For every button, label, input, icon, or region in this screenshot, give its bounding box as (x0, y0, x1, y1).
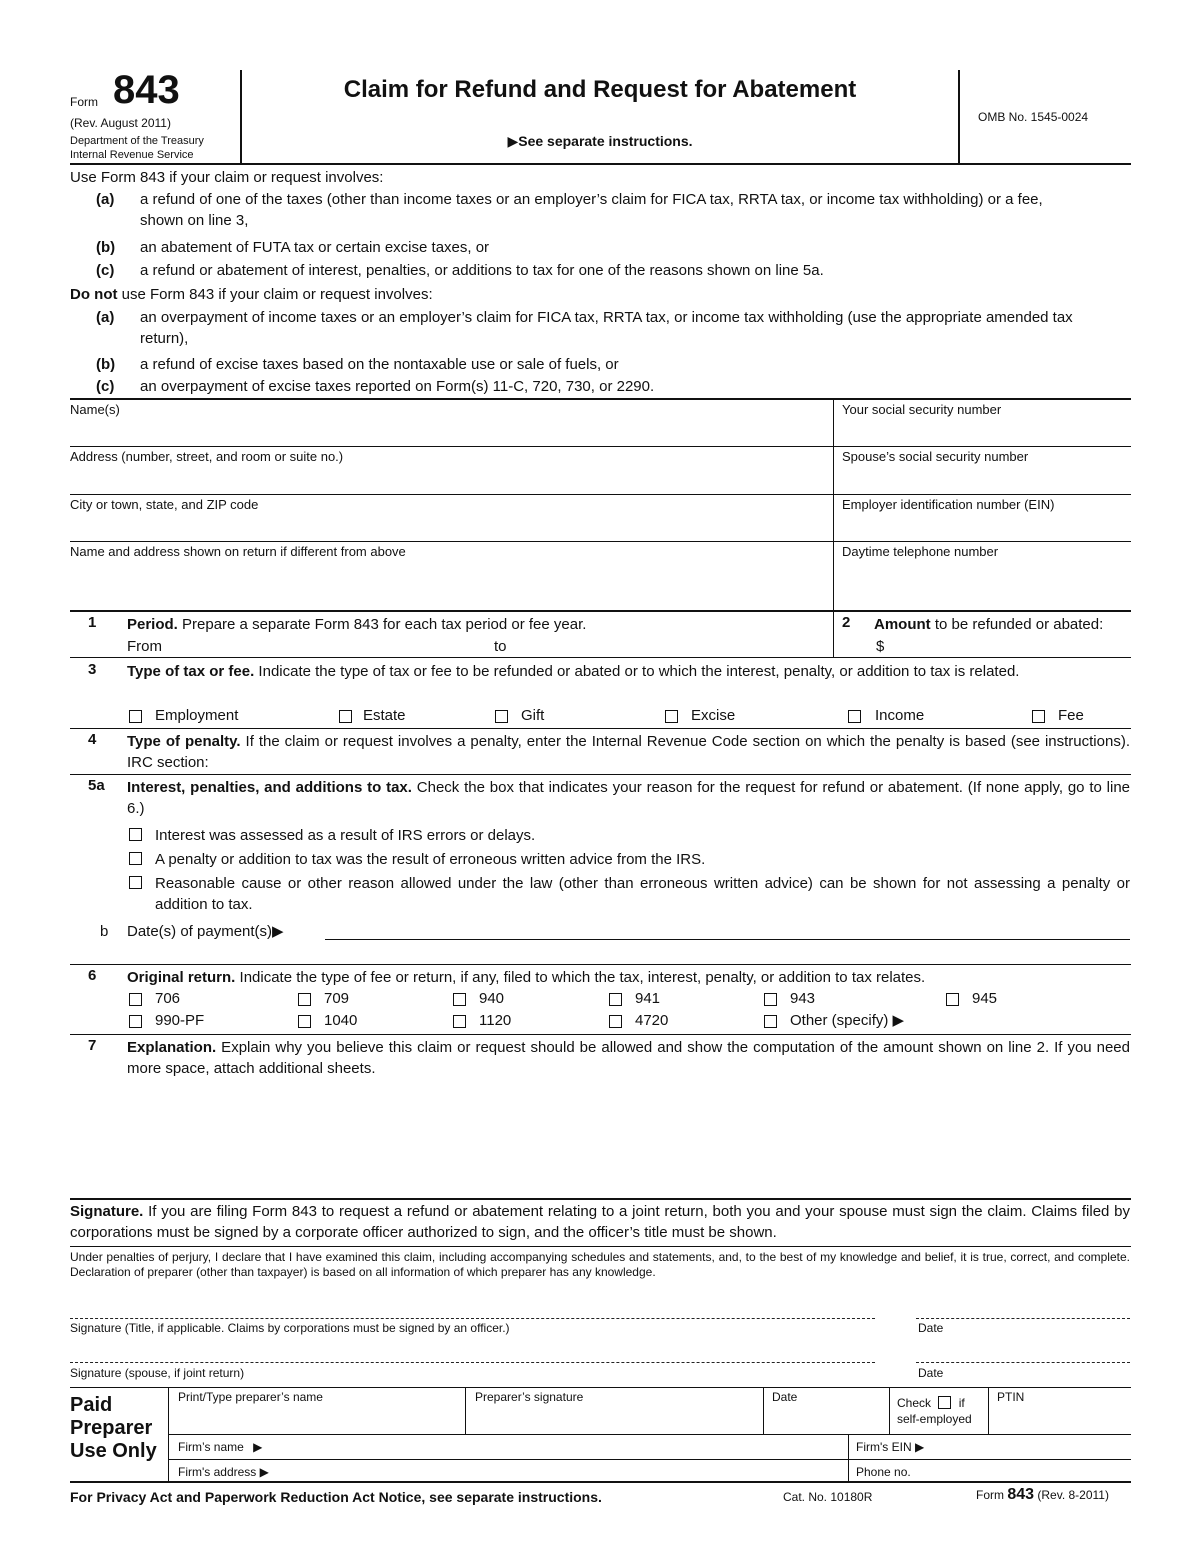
line-number: b (100, 923, 109, 940)
phone-field[interactable]: Daytime telephone number (842, 544, 999, 559)
different-address-field[interactable]: Name and address shown on return if different from above (70, 544, 406, 559)
department: Department of the Treasury (70, 135, 204, 147)
ptin-field[interactable]: PTIN (997, 1390, 1025, 1404)
checkbox-erroneous-advice[interactable] (129, 852, 142, 865)
form-revision: (Rev. August 2011) (70, 116, 171, 130)
firm-ein-field[interactable]: Firm's EIN ▶ (856, 1440, 925, 1454)
option-gift: Gift (521, 707, 545, 724)
line-5a-text: Interest, penalties, and additions to tax. Check the box that indicates your reason for the request for refund or abatement. (If none apply, go to line 6.) (127, 779, 1131, 817)
use-item-letter: (a) (96, 191, 115, 208)
line-7-text: Explanation. Explain why you believe this claim or request should be allowed and show the computation of the amount shown on line 2. If you need more space, attach additional sheets. (127, 1039, 1130, 1077)
option-4720: 4720 (635, 1012, 669, 1029)
donot-item-letter: (c) (96, 378, 115, 395)
checkbox-1040[interactable] (298, 1015, 311, 1028)
checkbox-fee[interactable] (1032, 710, 1045, 723)
line-number: 4 (88, 731, 97, 748)
option-945: 945 (972, 990, 998, 1007)
checkbox-4720[interactable] (609, 1015, 622, 1028)
catalog-number: Cat. No. 10180R (783, 1490, 873, 1504)
date-label: Date (918, 1321, 944, 1335)
option-1040: 1040 (324, 1012, 358, 1029)
use-intro: Use Form 843 if your claim or request involves: (70, 169, 384, 186)
checkbox-income[interactable] (848, 710, 861, 723)
taxpayer-signature-line[interactable] (70, 1318, 875, 1319)
checkbox-other[interactable] (764, 1015, 777, 1028)
names-field[interactable]: Name(s) (70, 402, 120, 417)
checkbox-990pf[interactable] (129, 1015, 142, 1028)
date-label: Date (918, 1366, 944, 1380)
omb-number: OMB No. 1545-0024 (978, 110, 1089, 124)
option-941: 941 (635, 990, 661, 1007)
checkbox-1120[interactable] (453, 1015, 466, 1028)
spouse-signature-label: Signature (spouse, if joint return) (70, 1366, 245, 1380)
checkbox-706[interactable] (129, 993, 142, 1006)
form-word: Form (70, 95, 98, 109)
payment-date-field[interactable] (325, 939, 1130, 940)
option-706: 706 (155, 990, 181, 1007)
option-943: 943 (790, 990, 816, 1007)
donot-item-letter: (b) (96, 356, 116, 373)
arrow-right-icon: ▶ (892, 1012, 905, 1029)
arrow-right-icon: ▶ (253, 1440, 263, 1454)
checkbox-employment[interactable] (129, 710, 142, 723)
ein-field[interactable]: Employer identification number (EIN) (842, 497, 1055, 512)
option-709: 709 (324, 990, 350, 1007)
option-940: 940 (479, 990, 505, 1007)
use-item: a refund or abatement of interest, penalties, or additions to tax for one of the reasons shown on line 5a. (140, 262, 824, 279)
line-number: 7 (88, 1037, 97, 1054)
spouse-ssn-field[interactable]: Spouse’s social security number (842, 449, 1029, 464)
from-field[interactable]: From (127, 638, 162, 655)
option-income: Income (875, 707, 925, 724)
checkbox-estate[interactable] (339, 710, 352, 723)
preparer-date-field[interactable]: Date (772, 1390, 798, 1404)
checkbox-709[interactable] (298, 993, 311, 1006)
line-number: 5a (88, 777, 105, 794)
perjury-statement: Under penalties of perjury, I declare that I have examined this claim, including accompanying schedules and statements, and, to the best of my knowledge and belief, it is true, correct, and complete. Declaration of preparer (other than taxpayer) is based on all information of which preparer has any knowledge. (70, 1250, 1130, 1279)
donot-item: a refund of excise taxes based on the nontaxable use or sale of fuels, or (140, 356, 619, 373)
preparer-name-field[interactable]: Print/Type preparer’s name (178, 1390, 323, 1404)
preparer-signature-field[interactable]: Preparer’s signature (475, 1390, 584, 1404)
option-1120: 1120 (479, 1012, 512, 1029)
firm-address-field[interactable]: Firm's address ▶ (178, 1465, 269, 1479)
amount-field[interactable]: $ (876, 638, 885, 655)
self-employed-checkbox[interactable] (938, 1396, 951, 1409)
arrow-right-icon: ▶ (259, 1465, 269, 1479)
arrow-right-icon: ▶ (507, 133, 519, 149)
option-estate: Estate (363, 707, 406, 724)
privacy-notice: For Privacy Act and Paperwork Reduction Act Notice, see separate instructions. (70, 1489, 602, 1505)
option-irs-errors: Interest was assessed as a result of IRS errors or delays. (155, 827, 536, 844)
address-field[interactable]: Address (number, street, and room or suite no.) (70, 449, 344, 464)
line-number: 6 (88, 967, 97, 984)
line-number: 2 (842, 614, 851, 631)
arrow-right-icon: ▶ (914, 1440, 925, 1454)
agency: Internal Revenue Service (70, 149, 194, 161)
spouse-signature-line[interactable] (70, 1362, 875, 1363)
checkbox-945[interactable] (946, 993, 959, 1006)
firm-phone-field[interactable]: Phone no. (856, 1465, 911, 1479)
option-fee: Fee (1058, 707, 1084, 724)
signature-text: Signature. If you are filing Form 843 to request a refund or abatement relating to a joint return, both you and your spouse must sign the claim. Claims filed by corporations must be signed by a corporate officer authorized to sign, and the officer’s title must be shown. (70, 1203, 1130, 1241)
firm-name-field[interactable]: Firm’s name ▶ (178, 1440, 263, 1454)
checkbox-941[interactable] (609, 993, 622, 1006)
donot-intro: Do not use Form 843 if your claim or request involves: (70, 286, 433, 303)
checkbox-940[interactable] (453, 993, 466, 1006)
use-item: an abatement of FUTA tax or certain excise taxes, or (140, 239, 490, 256)
form-title: Claim for Refund and Request for Abatement (343, 76, 857, 103)
line-5b-text: Date(s) of payment(s)▶ (127, 923, 284, 940)
option-employment: Employment (155, 707, 239, 724)
option-reasonable-cause: Reasonable cause or other reason allowed under the law (other than erroneous written advice) can be shown for not assessing a penalty or addition to tax. (155, 875, 1130, 913)
line-4-text: Type of penalty. If the claim or request involves a penalty, enter the Internal Revenue Code section on which the penalty is based (see instructions). IRC section: (127, 733, 1130, 771)
spouse-date-line[interactable] (916, 1362, 1130, 1363)
option-990pf: 990-PF (155, 1012, 205, 1029)
taxpayer-date-line[interactable] (916, 1318, 1130, 1319)
signature-label: Signature (Title, if applicable. Claims by corporations must be signed by an officer.) (70, 1321, 510, 1335)
donot-item-letter: (a) (96, 309, 115, 326)
option-erroneous-advice: A penalty or addition to tax was the result of erroneous written advice from the IRS. (155, 851, 706, 868)
checkbox-excise[interactable] (665, 710, 678, 723)
city-field[interactable]: City or town, state, and ZIP code (70, 497, 259, 512)
form-number: 843 (113, 68, 180, 112)
line-number: 3 (88, 661, 97, 678)
option-other: Other (specify) ▶ (790, 1012, 905, 1029)
donot-item: an overpayment of income taxes or an employer’s claim for FICA tax, RRTA tax, or income tax withholding (use the appropriate amended tax return), (140, 309, 1073, 347)
checkbox-reasonable-cause[interactable] (129, 876, 142, 889)
checkbox-943[interactable] (764, 993, 777, 1006)
self-employed-check: Check if self-employed (897, 1396, 972, 1426)
option-excise: Excise (691, 707, 736, 724)
line-number: 1 (88, 614, 97, 631)
checkbox-gift[interactable] (495, 710, 508, 723)
donot-item: an overpayment of excise taxes reported on Form(s) 11-C, 720, 730, or 2290. (140, 378, 655, 395)
see-instructions: ▶See separate instructions. (507, 133, 693, 149)
paid-preparer-title: Paid Preparer Use Only (70, 1394, 157, 1462)
explanation-field[interactable] (127, 1084, 1130, 1194)
arrow-right-icon: ▶ (272, 923, 284, 940)
footer-form-id: Form 843 (Rev. 8-2011) (976, 1486, 1109, 1503)
use-item: a refund of one of the taxes (other than income taxes or an employer’s claim for FICA tax, RRTA tax, or income tax withholding) or a fee, shown on line 3, (140, 191, 1043, 229)
checkbox-irs-errors[interactable] (129, 828, 142, 841)
line-3-text: Type of tax or fee. Indicate the type of tax or fee to be refunded or abated or to which the interest, penalty, or addition to tax is related. (127, 663, 1020, 680)
use-item-letter: (b) (96, 239, 116, 256)
line-2-text: Amount to be refunded or abated: (874, 616, 1104, 633)
line-6-text: Original return. Indicate the type of fee or return, if any, filed to which the tax, interest, penalty, or addition to tax relates. (127, 969, 926, 986)
use-item-letter: (c) (96, 262, 115, 279)
ssn-field[interactable]: Your social security number (842, 402, 1002, 417)
to-field[interactable]: to (494, 638, 507, 655)
line-1-text: Period. Prepare a separate Form 843 for each tax period or fee year. (127, 616, 587, 633)
